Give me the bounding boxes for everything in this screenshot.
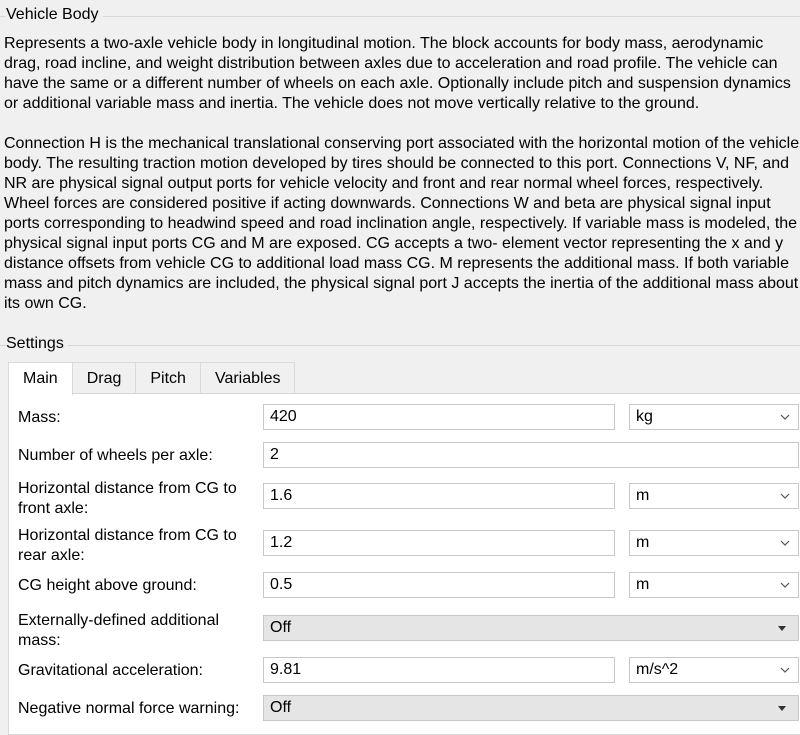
front-axle-unit-dropdown[interactable] xyxy=(629,483,799,509)
cg-height-unit-dropdown[interactable] xyxy=(629,572,799,598)
chevron-down-icon xyxy=(778,578,792,592)
rear-axle-distance-input[interactable] xyxy=(263,530,615,556)
description-group-frame xyxy=(0,16,800,17)
gravity-unit-dropdown[interactable] xyxy=(629,657,799,683)
chevron-down-icon xyxy=(778,489,792,503)
settings-group-title: Settings xyxy=(6,334,68,354)
chevron-down-icon xyxy=(778,410,792,424)
front-axle-unit-value: m xyxy=(636,487,650,504)
rear-axle-unit-value: m xyxy=(636,534,650,551)
cg-height-input[interactable] xyxy=(263,572,615,598)
mass-label: Mass: xyxy=(18,409,61,426)
mass-input[interactable] xyxy=(263,404,615,430)
gravity-input[interactable] xyxy=(263,657,615,683)
rear-axle-unit-dropdown[interactable] xyxy=(629,530,799,556)
chevron-down-icon xyxy=(778,663,792,677)
tab-drag[interactable]: Drag xyxy=(72,362,137,394)
additional-mass-select[interactable] xyxy=(263,615,799,641)
normal-force-warning-value: Off xyxy=(270,699,292,716)
gravity-label: Gravitational acceleration: xyxy=(18,662,203,679)
settings-group-frame xyxy=(0,345,800,346)
dropdown-arrow-icon xyxy=(778,626,786,631)
front-axle-distance-input[interactable] xyxy=(263,483,615,509)
main-tab-panel xyxy=(8,393,800,735)
additional-mass-label: Externally-defined additional mass: xyxy=(18,612,220,649)
block-description xyxy=(4,34,800,314)
wheels-per-axle-label: Number of wheels per axle: xyxy=(18,447,213,464)
mass-unit-dropdown[interactable] xyxy=(629,404,799,430)
normal-force-warning-label: Negative normal force warning: xyxy=(18,700,240,717)
gravity-unit-value: m/s^2 xyxy=(636,661,679,678)
settings-tabs xyxy=(8,362,294,394)
wheels-per-axle-input[interactable] xyxy=(263,442,799,468)
cg-height-unit-value: m xyxy=(636,576,650,593)
front-axle-distance-label: Horizontal distance from CG to front axle: xyxy=(18,480,237,517)
dropdown-arrow-icon xyxy=(778,706,786,711)
cg-height-label: CG height above ground: xyxy=(18,577,197,594)
rear-axle-distance-label: Horizontal distance from CG to rear axle: xyxy=(18,527,237,564)
additional-mass-value: Off xyxy=(270,619,292,636)
chevron-down-icon xyxy=(778,536,792,550)
mass-unit-value: kg xyxy=(636,408,653,425)
description-paragraph-2: Connection H is the mechanical translational conserving port associated with the horizontal motion of the vehicle body. The resulting traction motion developed by tires should be connected to this port. Connections V, NF, and NR are physical signal output ports for vehicle velocity and front and rear normal wheel forces, respectively. Wheel forces are considered positive if acting downwards. Connections W and beta are physical signal input ports corresponding to headwind speed and road inclination angle, respectively. If variable mass is modeled, the physical signal input ports CG and M are exposed. CG accepts a two- element vector representing the x and y distance offsets from vehicle CG to additional load mass CG. M represents the additional mass. If both variable mass and pitch dynamics are included, the physical signal port J accepts the inertia of the additional mass about its own CG. xyxy=(4,135,800,312)
normal-force-warning-select[interactable] xyxy=(263,695,799,721)
description-group-title: Vehicle Body xyxy=(6,5,103,25)
tab-main[interactable]: Main xyxy=(8,362,73,395)
description-paragraph-1: Represents a two-axle vehicle body in longitudinal motion. The block accounts for body mass, aerodynamic drag, road incline, and weight distribution between axles due to acceleration and road profile. The vehicle can have the same or a different number of wheels on each axle. Optionally include pitch and suspension dynamics or additional variable mass and inertia. The vehicle does not move vertically relative to the ground. xyxy=(4,35,791,112)
tab-variables[interactable]: Variables xyxy=(200,362,296,394)
tab-pitch[interactable]: Pitch xyxy=(135,362,201,394)
